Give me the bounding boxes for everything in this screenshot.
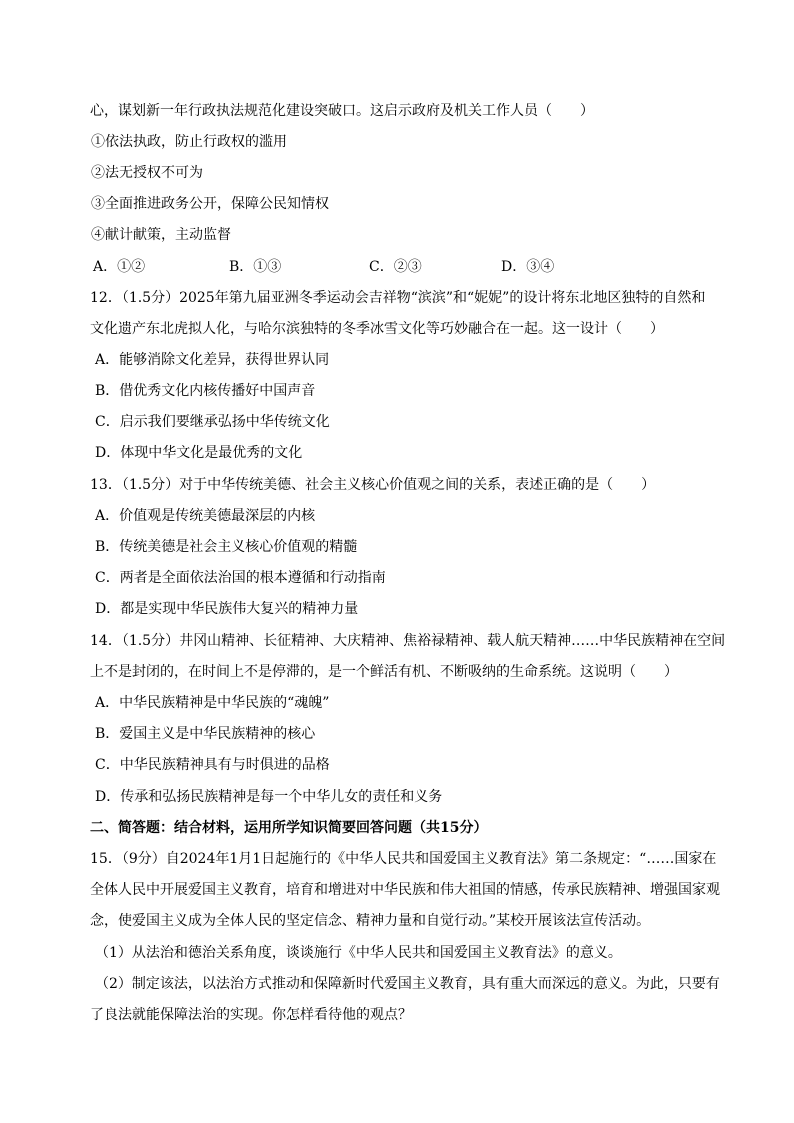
q12-option-d: D．体现中华文化是最优秀的文化 <box>95 445 303 461</box>
q11-option-c: C．②③ <box>369 259 422 275</box>
q14-option-c: C．中华民族精神具有与时俱进的品格 <box>95 757 330 773</box>
q13-option-d: D．都是实现中华民族伟大复兴的精神力量 <box>95 601 359 617</box>
q15-stem-line-2: 全体人民中开展爱国主义教育，培育和增进对中华民族和伟大祖国的情感，传承民族精神、增强国家观 <box>90 882 720 898</box>
q14-option-b: B．爱国主义是中华民族精神的核心 <box>95 726 316 742</box>
q13-option-c: C．两者是全面依法治国的根本遵循和行动指南 <box>95 570 386 586</box>
q11-item-4: ④献计献策，主动监督 <box>91 227 231 243</box>
q11-options-row <box>93 228 693 248</box>
q15-sub-question-2-line-2: 了良法就能保障法治的实现。你怎样看待他的观点？ <box>90 1007 412 1023</box>
q11-option-d: D．③④ <box>501 259 555 275</box>
q12-stem-line-2: 文化遗产东北虎拟人化，与哈尔滨独特的冬季冰雪文化等巧妙融合在一起。这一设计（ ） <box>90 321 664 337</box>
q12-option-c: C．启示我们要继承弘扬中华传统文化 <box>95 414 330 430</box>
q12-option-a: A．能够消除文化差异，获得世界认同 <box>95 352 330 368</box>
q14-stem-line-2: 上不是封闭的，在时间上不是停滞的，是一个鲜活有机、不断吸纳的生命系统。这说明（ ） <box>90 664 678 680</box>
q11-item-1: ①依法执政，防止行政权的滥用 <box>91 134 287 150</box>
q11-item-3: ③全面推进政务公开，保障公民知情权 <box>91 196 329 212</box>
q15-stem-line-3: 念，使爱国主义成为全体人民的坚定信念、精神力量和自觉行动。”某校开展该法宣传活动。 <box>90 913 651 929</box>
q15-sub-question-1: （1）从法治和德治关系角度，谈谈施行《中华人民共和国爱国主义教育法》的意义。 <box>95 945 622 961</box>
q12-stem-line-1: 12．（1.5分）2025年第九届亚洲冬季运动会吉祥物“滨滨”和“妮妮”的设计将东北地区独特的自然和 <box>90 290 706 306</box>
q13-stem-line-1: 13．（1.5分）对于中华传统美德、社会主义核心价值观之间的关系，表述正确的是（ ） <box>90 477 656 493</box>
q11-stem-continuation: 心，谋划新一年行政执法规范化建设突破口。这启示政府及机关工作人员（ ） <box>90 103 594 119</box>
q14-option-a: A．中华民族精神是中华民族的“魂魄” <box>95 695 330 711</box>
q12-option-b: B．借优秀文化内核传播好中国声音 <box>95 383 316 399</box>
q13-option-a: A．价值观是传统美德最深层的内核 <box>95 508 316 524</box>
q11-item-2: ②法无授权不可为 <box>91 165 203 181</box>
q15-stem-line-1: 15．（9分）自2024年1月1日起施行的《中华人民共和国爱国主义教育法》第二条规定：“……国家在 <box>90 851 717 867</box>
section-2-heading: 二、简答题：结合材料，运用所学知识简要回答问题（共15分） <box>90 820 488 836</box>
q15-sub-question-2-line-1: （2）制定该法，以法治方式推动和保障新时代爱国主义教育，具有重大而深远的意义。为此，只要有 <box>95 976 720 992</box>
q14-option-d: D．传承和弘扬民族精神是每一个中华儿女的责任和义务 <box>95 789 443 805</box>
q11-option-b: B．①③ <box>229 259 282 275</box>
q13-option-b: B．传统美德是社会主义核心价值观的精髓 <box>95 539 358 555</box>
q14-stem-line-1: 14．（1.5分）井冈山精神、长征精神、大庆精神、焦裕禄精神、载人航天精神……中华民族精神在空间 <box>90 633 726 649</box>
q11-option-a: A．①② <box>93 259 146 275</box>
